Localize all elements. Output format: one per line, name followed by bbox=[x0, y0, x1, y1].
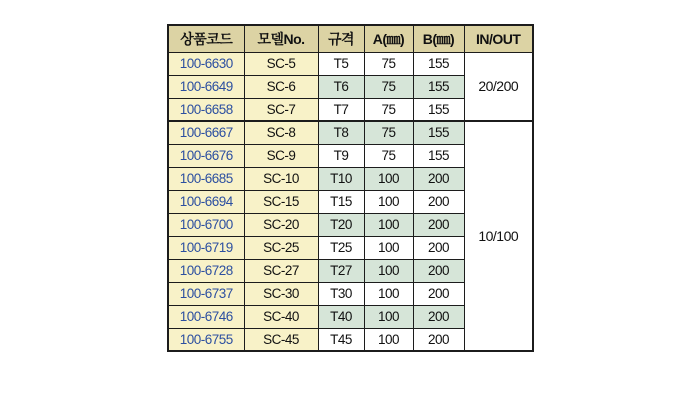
cell-product-code: 100-6658 bbox=[168, 98, 244, 121]
cell-model-no: SC-45 bbox=[244, 328, 318, 351]
cell-a-mm: 100 bbox=[364, 328, 413, 351]
cell-a-mm: 100 bbox=[364, 282, 413, 305]
cell-spec: T40 bbox=[318, 305, 364, 328]
cell-spec: T8 bbox=[318, 121, 364, 144]
column-header-model-no: 모델No. bbox=[244, 25, 318, 52]
cell-spec: T9 bbox=[318, 144, 364, 167]
cell-b-mm: 200 bbox=[413, 167, 464, 190]
table-row bbox=[168, 52, 533, 75]
cell-product-code: 100-6649 bbox=[168, 75, 244, 98]
cell-a-mm: 100 bbox=[364, 213, 413, 236]
column-header-a-mm: A(㎜) bbox=[364, 25, 413, 52]
cell-a-mm: 75 bbox=[364, 144, 413, 167]
cell-a-mm: 100 bbox=[364, 167, 413, 190]
table-row bbox=[168, 121, 533, 144]
cell-model-no: SC-15 bbox=[244, 190, 318, 213]
cell-model-no: SC-6 bbox=[244, 75, 318, 98]
cell-model-no: SC-25 bbox=[244, 236, 318, 259]
cell-spec: T6 bbox=[318, 75, 364, 98]
cell-product-code: 100-6667 bbox=[168, 121, 244, 144]
cell-a-mm: 75 bbox=[364, 75, 413, 98]
cell-model-no: SC-8 bbox=[244, 121, 318, 144]
cell-spec: T30 bbox=[318, 282, 364, 305]
cell-a-mm: 100 bbox=[364, 305, 413, 328]
cell-product-code: 100-6694 bbox=[168, 190, 244, 213]
cell-model-no: SC-40 bbox=[244, 305, 318, 328]
cell-model-no: SC-10 bbox=[244, 167, 318, 190]
cell-model-no: SC-9 bbox=[244, 144, 318, 167]
cell-spec: T7 bbox=[318, 98, 364, 121]
cell-product-code: 100-6728 bbox=[168, 259, 244, 282]
cell-b-mm: 155 bbox=[413, 75, 464, 98]
cell-b-mm: 155 bbox=[413, 98, 464, 121]
cell-spec: T45 bbox=[318, 328, 364, 351]
cell-product-code: 100-6755 bbox=[168, 328, 244, 351]
cell-spec: T20 bbox=[318, 213, 364, 236]
cell-model-no: SC-5 bbox=[244, 52, 318, 75]
cell-b-mm: 200 bbox=[413, 236, 464, 259]
cell-spec: T5 bbox=[318, 52, 364, 75]
column-header-spec: 규격 bbox=[318, 25, 364, 52]
cell-b-mm: 155 bbox=[413, 52, 464, 75]
cell-model-no: SC-27 bbox=[244, 259, 318, 282]
cell-model-no: SC-7 bbox=[244, 98, 318, 121]
cell-spec: T25 bbox=[318, 236, 364, 259]
cell-a-mm: 75 bbox=[364, 121, 413, 144]
cell-b-mm: 200 bbox=[413, 328, 464, 351]
cell-spec: T15 bbox=[318, 190, 364, 213]
cell-b-mm: 200 bbox=[413, 259, 464, 282]
cell-b-mm: 155 bbox=[413, 121, 464, 144]
cell-b-mm: 200 bbox=[413, 190, 464, 213]
cell-b-mm: 200 bbox=[413, 213, 464, 236]
cell-in-out-group-2: 10/100 bbox=[464, 121, 533, 351]
cell-product-code: 100-6719 bbox=[168, 236, 244, 259]
cell-b-mm: 200 bbox=[413, 282, 464, 305]
cell-a-mm: 75 bbox=[364, 52, 413, 75]
cell-product-code: 100-6737 bbox=[168, 282, 244, 305]
cell-model-no: SC-20 bbox=[244, 213, 318, 236]
cell-spec: T10 bbox=[318, 167, 364, 190]
header-row bbox=[168, 25, 533, 52]
product-spec-table bbox=[167, 24, 534, 352]
cell-product-code: 100-6685 bbox=[168, 167, 244, 190]
cell-a-mm: 75 bbox=[364, 98, 413, 121]
cell-a-mm: 100 bbox=[364, 236, 413, 259]
cell-product-code: 100-6630 bbox=[168, 52, 244, 75]
cell-a-mm: 100 bbox=[364, 259, 413, 282]
cell-a-mm: 100 bbox=[364, 190, 413, 213]
cell-product-code: 100-6700 bbox=[168, 213, 244, 236]
cell-product-code: 100-6676 bbox=[168, 144, 244, 167]
cell-in-out-group-1: 20/200 bbox=[464, 52, 533, 121]
cell-b-mm: 155 bbox=[413, 144, 464, 167]
cell-product-code: 100-6746 bbox=[168, 305, 244, 328]
column-header-product-code: 상품코드 bbox=[168, 25, 244, 52]
column-header-in-out: IN/OUT bbox=[464, 25, 533, 52]
product-spec-table-wrap bbox=[167, 24, 534, 352]
cell-spec: T27 bbox=[318, 259, 364, 282]
column-header-b-mm: B(㎜) bbox=[413, 25, 464, 52]
cell-model-no: SC-30 bbox=[244, 282, 318, 305]
cell-b-mm: 200 bbox=[413, 305, 464, 328]
